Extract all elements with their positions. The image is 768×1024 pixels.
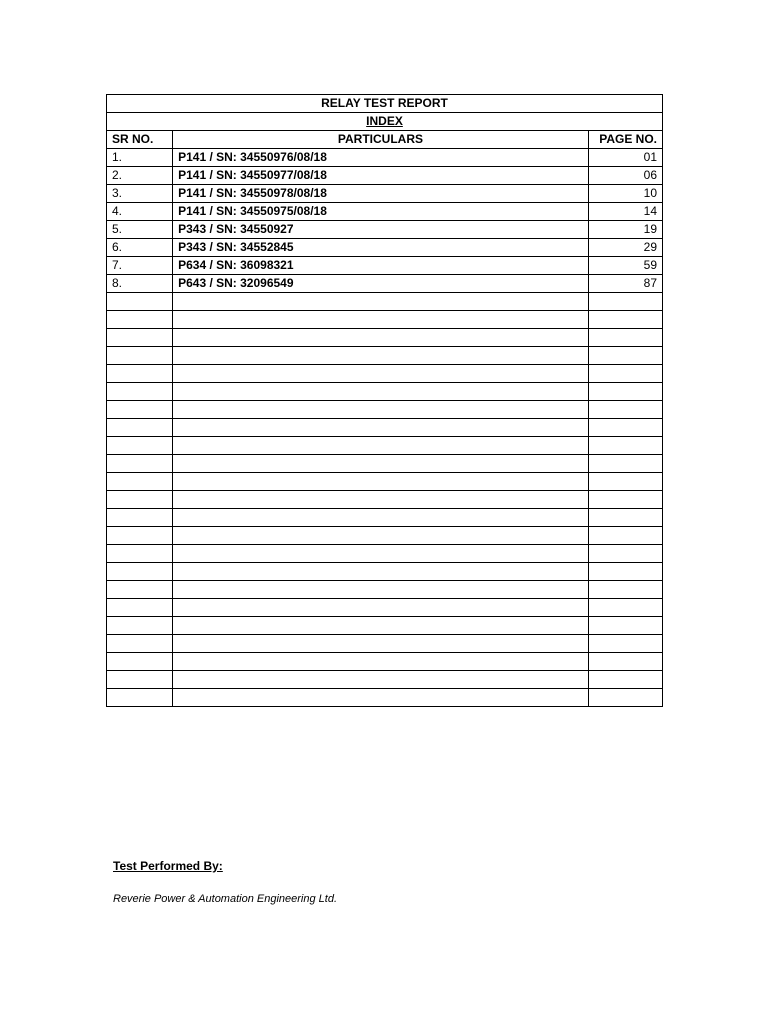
table-row <box>107 257 663 275</box>
table-row <box>107 419 663 437</box>
cell-page-no <box>588 653 662 671</box>
cell-sr-no <box>107 527 173 545</box>
cell-sr-no: 1. <box>107 149 173 167</box>
cell-page-no <box>588 329 662 347</box>
table-row <box>107 491 663 509</box>
cell-sr-no: 2. <box>107 167 173 185</box>
cell-page-no: 19 <box>588 221 662 239</box>
table-row <box>107 473 663 491</box>
table-row <box>107 527 663 545</box>
cell-sr-no: 8. <box>107 275 173 293</box>
report-title: RELAY TEST REPORT <box>107 95 663 113</box>
cell-particulars <box>173 581 589 599</box>
cell-particulars <box>173 527 589 545</box>
cell-page-no <box>588 293 662 311</box>
cell-sr-no: 6. <box>107 239 173 257</box>
table-body <box>107 149 663 707</box>
cell-page-no <box>588 671 662 689</box>
cell-page-no <box>588 347 662 365</box>
table-row <box>107 203 663 221</box>
cell-sr-no <box>107 311 173 329</box>
cell-particulars <box>173 509 589 527</box>
cell-sr-no <box>107 563 173 581</box>
cell-page-no: 59 <box>588 257 662 275</box>
cell-particulars <box>173 365 589 383</box>
table-row <box>107 455 663 473</box>
cell-particulars <box>173 293 589 311</box>
cell-sr-no: 7. <box>107 257 173 275</box>
header-sr-no: SR NO. <box>107 131 173 149</box>
header-particulars: PARTICULARS <box>173 131 589 149</box>
cell-page-no: 14 <box>588 203 662 221</box>
table-row <box>107 329 663 347</box>
table-row <box>107 311 663 329</box>
cell-sr-no <box>107 545 173 563</box>
cell-particulars <box>173 473 589 491</box>
cell-page-no <box>588 545 662 563</box>
cell-particulars <box>173 689 589 707</box>
table-row <box>107 293 663 311</box>
table-row <box>107 617 663 635</box>
cell-sr-no: 3. <box>107 185 173 203</box>
cell-particulars <box>173 653 589 671</box>
table-row <box>107 563 663 581</box>
cell-sr-no <box>107 491 173 509</box>
cell-particulars <box>173 311 589 329</box>
table-row <box>107 275 663 293</box>
cell-sr-no <box>107 365 173 383</box>
cell-page-no <box>588 581 662 599</box>
cell-sr-no <box>107 329 173 347</box>
cell-page-no <box>588 437 662 455</box>
cell-sr-no <box>107 401 173 419</box>
cell-page-no <box>588 599 662 617</box>
cell-particulars <box>173 437 589 455</box>
table-row <box>107 383 663 401</box>
cell-particulars <box>173 617 589 635</box>
cell-sr-no <box>107 617 173 635</box>
table-row <box>107 347 663 365</box>
table-row <box>107 365 663 383</box>
cell-page-no: 29 <box>588 239 662 257</box>
cell-page-no <box>588 401 662 419</box>
cell-page-no: 06 <box>588 167 662 185</box>
table-row <box>107 437 663 455</box>
cell-sr-no <box>107 455 173 473</box>
table-row <box>107 167 663 185</box>
cell-sr-no <box>107 689 173 707</box>
cell-page-no: 10 <box>588 185 662 203</box>
cell-particulars <box>173 401 589 419</box>
cell-page-no <box>588 311 662 329</box>
cell-page-no <box>588 473 662 491</box>
header-row <box>107 131 663 149</box>
table-row <box>107 653 663 671</box>
table-row <box>107 545 663 563</box>
table-row <box>107 149 663 167</box>
header-page-no: PAGE NO. <box>588 131 662 149</box>
cell-sr-no: 5. <box>107 221 173 239</box>
cell-particulars <box>173 563 589 581</box>
cell-particulars: P343 / SN: 34552845 <box>173 239 589 257</box>
cell-sr-no <box>107 599 173 617</box>
cell-particulars <box>173 329 589 347</box>
cell-sr-no <box>107 419 173 437</box>
cell-particulars <box>173 545 589 563</box>
test-performed-by-label: Test Performed By: <box>113 859 223 873</box>
cell-particulars <box>173 671 589 689</box>
cell-page-no: 87 <box>588 275 662 293</box>
cell-page-no <box>588 563 662 581</box>
cell-page-no <box>588 491 662 509</box>
cell-sr-no <box>107 383 173 401</box>
table-row <box>107 185 663 203</box>
cell-page-no <box>588 419 662 437</box>
cell-sr-no <box>107 293 173 311</box>
cell-sr-no <box>107 635 173 653</box>
cell-particulars <box>173 491 589 509</box>
cell-page-no <box>588 365 662 383</box>
cell-sr-no <box>107 347 173 365</box>
cell-sr-no <box>107 437 173 455</box>
cell-particulars <box>173 419 589 437</box>
cell-sr-no <box>107 581 173 599</box>
cell-page-no <box>588 635 662 653</box>
cell-sr-no <box>107 653 173 671</box>
table-row <box>107 581 663 599</box>
cell-particulars: P643 / SN: 32096549 <box>173 275 589 293</box>
cell-particulars: P141 / SN: 34550976/08/18 <box>173 149 589 167</box>
index-heading: INDEX <box>366 114 403 128</box>
cell-particulars: P634 / SN: 36098321 <box>173 257 589 275</box>
table-row <box>107 509 663 527</box>
cell-particulars <box>173 635 589 653</box>
cell-sr-no: 4. <box>107 203 173 221</box>
index-table <box>106 94 663 707</box>
cell-particulars: P141 / SN: 34550975/08/18 <box>173 203 589 221</box>
company-name: Reverie Power & Automation Engineering Ltd. <box>113 893 337 905</box>
cell-particulars <box>173 347 589 365</box>
title-row <box>107 95 663 113</box>
table-row <box>107 239 663 257</box>
table-row <box>107 401 663 419</box>
table-row <box>107 635 663 653</box>
table-row <box>107 221 663 239</box>
cell-particulars <box>173 455 589 473</box>
table-row <box>107 689 663 707</box>
cell-page-no <box>588 455 662 473</box>
cell-particulars <box>173 599 589 617</box>
cell-particulars <box>173 383 589 401</box>
cell-sr-no <box>107 473 173 491</box>
cell-page-no <box>588 509 662 527</box>
cell-page-no <box>588 689 662 707</box>
cell-sr-no <box>107 671 173 689</box>
table-row <box>107 599 663 617</box>
cell-page-no: 01 <box>588 149 662 167</box>
subtitle-row <box>107 113 663 131</box>
cell-particulars: P141 / SN: 34550977/08/18 <box>173 167 589 185</box>
table-row <box>107 671 663 689</box>
cell-page-no <box>588 617 662 635</box>
cell-particulars: P343 / SN: 34550927 <box>173 221 589 239</box>
cell-sr-no <box>107 509 173 527</box>
cell-page-no <box>588 383 662 401</box>
cell-particulars: P141 / SN: 34550978/08/18 <box>173 185 589 203</box>
cell-page-no <box>588 527 662 545</box>
